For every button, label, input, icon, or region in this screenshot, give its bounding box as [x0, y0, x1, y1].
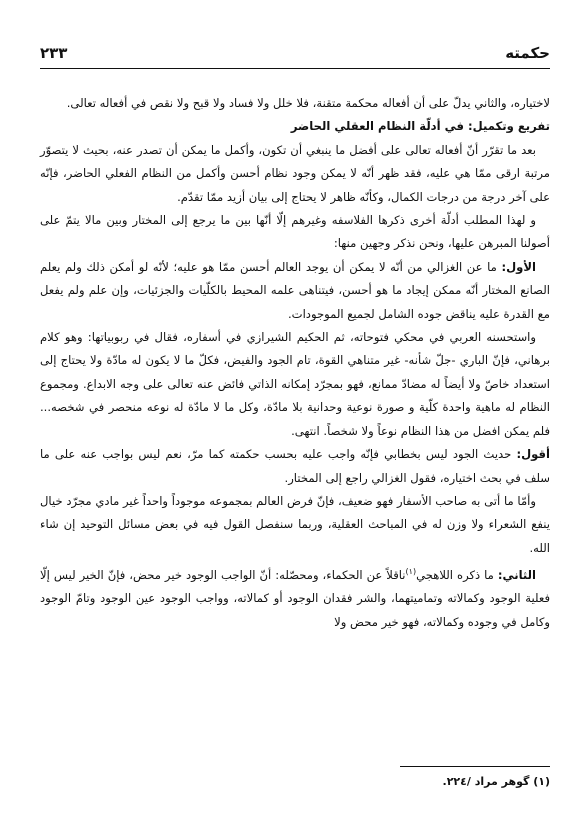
paragraph-7: وأمّا ما أتى به صاحب الأسفار فهو ضعيف، فإنّ فرض العالم بمجموعه موجوداً واحداً غير مادي مجرّد خيال ينفع الشعراء ولا وزن له في المباحث العقلية، وربما سنفصل القول فيه في بعض مسائل التوحيد إن شاء الله.	[40, 493, 550, 555]
paragraph-1: لاختياره، والثاني يدلّ على أن أفعاله محكمة متقنة، فلا خلل ولا فساد ولا قبح ولا نقص في أفعاله تعالى.	[66, 96, 550, 110]
footnote-marker[interactable]: (١)	[405, 567, 417, 577]
paragraph-3: و لهذا المطلب أدلّة أخرى ذكرها الفلاسفه وغيرهم إلّا أنّها بين ما يرجع إلى المختار وبين مالا يتمّ على أصولنا المبرهن عليها، ونحن نذكر وجهين منها:	[40, 213, 550, 251]
comment-text: حديث الجود ليس بخطابي فإنّه واجب عليه بحسب حكمته كما مرّ، نعم ليس بواجب عنه على ما سلف في بحث اختياره، فقول الغزالي راجع إلى المختار.	[40, 447, 550, 485]
comment-label: أقول:	[516, 447, 550, 462]
second-point-label: الثاني:	[497, 567, 536, 582]
running-title: حكمته	[505, 44, 550, 62]
paragraph-8	[40, 560, 550, 634]
paragraph-5: واستحسنه العربي في محكي فتوحاته، ثم الحكيم الشيرازي في أسفاره، فقال في ربوبياتها: وهو كلام برهاني، فإنّ الباري -جلّ شأنه- غير متناهي القوة، تام الجود والفيض، فكلّ ما لا يكون له مادّة ولا يحتاج إلى استعداد خاصّ ولا أيضاً له مضادّ ممانع، فهو بمجرّد إمكانه الذاتي فائض عنه تعالى على وجه الابداع. ومجموع النظام له ماهية واحدة كلّية و صورة نوعية وحدانية بلا مادّة، وكل ما لا مادّة له نوعه منحصر في شخصه... فلم يمكن افضل من هذا النظام نوعاً ولا شخصاً. انتهى.	[40, 330, 550, 438]
second-point-text-b: ناقلاً عن الحكماء، ومحصّله: أنّ الواجب الوجود خير محض، فإنّ الخير ليس إلّا فعلية الوجود وكمالاته وتماميتهما، والشر فقدان الوجود أو كمالاته، وواجب الوجود عين الوجود وتامّ الوجود وكامل في وجوده وكمالاته، فهو خير محض ولا	[40, 567, 550, 629]
section-title: تفريع وتكميل: في أدلّة النظام العقلي الحاضر	[290, 119, 550, 134]
document-page	[40, 40, 550, 810]
paragraph-2: بعد ما تقرّر أنّ أفعاله تعالى على أفضل ما ينبغي أن تكون، وأكمل ما يمكن أن تصدر عنه، بحيث لا يتصوّر مرتبة ارقى ممّا هي عليه، فقد ظهر أنّه لا يمكن وجود نظام أحسن وأكمل من النظام الفعلي الحاضر، فإنّه على آخر درجة من درجات الكمال، وكأنّه ظاهر لا يحتاج إلى بيان أزيد ممّا تقدّم.	[40, 142, 550, 204]
page-header	[40, 40, 550, 69]
paragraph-4	[40, 256, 550, 326]
footnote-divider	[400, 766, 550, 767]
paragraph-6	[40, 443, 550, 490]
first-point-text: ما عن الغزالي من أنّه لا يمكن أن يوجد العالم أحسن ممّا هو عليه؛ لأنّه لو أمكن ذلك ولم يعلم الصانع المختار أنّه ممكن إيجاد ما هو أحسن، فيتناهى علمه المحيط بالكلّيات والجزئيات، وإن علم ولم يفعل مع القدرة عليه يناقض جوده الشامل لجميع الموجودات.	[40, 259, 550, 321]
first-point-label: الأول:	[501, 259, 536, 274]
body-text	[40, 92, 550, 634]
second-point-text-a: ما ذكره اللاهجي	[416, 567, 494, 582]
page-number: ٢٣٣	[40, 44, 68, 62]
footnote: (١) گوهر مراد /٢٢٤.	[442, 775, 550, 788]
